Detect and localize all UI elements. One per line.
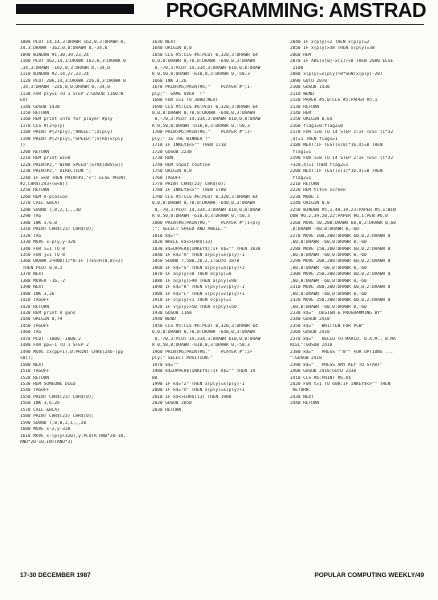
listing-line: 1640 ORIGIN 0,0 — [152, 46, 192, 52]
listing-line: 1960 PRINT#6;PRINT#6," PLAYER #";2+ — [152, 349, 253, 355]
listing-line: ply;" IS THE WINNER !" — [152, 136, 211, 142]
listing-line: 2150 ORIGIN 0,64 — [290, 117, 333, 123]
listing-line: 0,-70,3:PLOT 14,334,3:DRAWR 610,0,0:DRAW — [152, 117, 261, 123]
listing-line: 1940 WEND — [152, 317, 176, 323]
listing-line: 1980 k$=UPPER$(INKEY$):IF k$="" THEN 19 — [152, 369, 256, 375]
listing-line: ply;" SELECT POSITION." — [152, 356, 213, 362]
listing-line: 2290 MOVE 200,200:DRAWR 60,0,2:DRAWR 0 — [290, 259, 391, 265]
listing-line: ,60,0:DRAWR -60,0:DRAWR 0,-60 — [290, 265, 367, 271]
listing-line: 1260 REM k-plosion — [20, 194, 68, 200]
listing-line: 2030 RETURN — [152, 407, 182, 413]
page-header — [0, 0, 438, 26]
listing-line: 2220 REM title screen — [290, 188, 346, 194]
listing-line: 1300 INK 3,6,0 — [20, 220, 58, 226]
listing-line: 1790 CLS #5:CLS #6:PLOT 0,320,3:DRAWR 64 — [152, 194, 258, 200]
listing-line: 2140 REM — [290, 110, 312, 116]
listing-line: 2410 CLS #6:PRINT #6,k$ — [290, 375, 351, 381]
listing-line: 1110 WINDOW #2,14,27,23,24 — [20, 72, 89, 78]
listing-line: 1900 IF k$="L" THEN v(ply)=v(ply)+1 — [152, 291, 245, 297]
listing-line: 1160 REM print info for player #ply — [20, 117, 113, 123]
listing-line: 1770 PRINT CHR$(23) CHR$(0); — [152, 181, 227, 187]
listing-line: 1480 FOR pp=-1 TO 1 STEP 2 — [20, 343, 89, 349]
listing-column-3 — [290, 40, 422, 555]
listing-line: 2380 k$=" PRESS ""0"" FOR OPTIONS ... — [290, 349, 394, 355]
listing-line: 2180 NEXT:IF TEST(x(0)*16,4)=0 THEN — [290, 143, 383, 149]
listing-line: 1820 WHILE k$<>CHR$(13) — [152, 240, 213, 246]
listing-line: 2280 MOVE 150,200:DRAWR 60,0,2:DRAWR 0 — [290, 246, 391, 252]
listing-line: 1410 TAGOFF — [20, 298, 50, 304]
listing-line: R 0,50,0:DRAWR -610,0,3:DRAWR 0,-50,3 — [152, 214, 250, 220]
listing-line: 1320 TAG — [20, 233, 42, 239]
listing-line: 1230 PRINT#2," DIRECTION "; — [20, 169, 92, 175]
listing-line: 1290 TAG — [20, 214, 42, 220]
listing-line: 2100 — [290, 65, 304, 71]
listing-line: R 0,50,0:DRAWR -610,0,3:DRAWR 0,-50,3 — [152, 123, 250, 129]
listing-line: ":GOSUB 2410 — [290, 356, 322, 362]
listing-line: 1580 PRINT CHR$(23) CHR$(0); — [20, 414, 95, 420]
listing-line: ,60,0:DRAWR -60,0:DRAWR 0,-60 — [290, 291, 367, 297]
listing-line: 1930 GOSUB 1160 — [152, 311, 192, 317]
listing-line: 1510 TAGOFF — [20, 369, 50, 375]
listing-line: 1210 REM print wind — [20, 156, 71, 162]
listing-line: 2430 NEXT — [290, 394, 314, 400]
listing-line: 2020 GOSUB 2050 — [152, 401, 192, 407]
listing-line: 2270 MOVE 100,200:DRAWR 60,0,2:DRAWR 0 — [290, 233, 391, 239]
listing-line: 2360 GOSUB 2410 — [290, 330, 330, 336]
listing-line: 1750 ORIGIN 0,0 — [152, 169, 192, 175]
listing-line: 2090 GOTO 2070 — [290, 78, 328, 84]
listing-line: 2160 flag1=0:flag2=0 — [290, 123, 343, 129]
listing-line: 2300 MOVE 250,200:DRAWR 60,0,2:DRAWR 0 — [290, 272, 391, 278]
listing-line: 1690 CLS #5:CLS #6:PLOT 0,320,3:DRAWR 64 — [152, 104, 258, 110]
listing-line: 2060 REM — [290, 52, 312, 58]
listing-line: 1920 IF v(ply)>50 THEN v(ply)=50 — [152, 304, 237, 310]
listing-line: 34,3:DRAWR -162,0,0:DRAWR 0,-34,0 — [20, 46, 108, 52]
listing-line: 1890 IF k$="K" THEN v(ply)=v(ply)-1 — [152, 285, 245, 291]
listing-line: )) — [20, 143, 26, 149]
listing-line: 2200 NEXT:IF TEST(x(1)*16,4)=0 THEN — [290, 169, 383, 175]
listing-line: 1760 TAGOFF — [152, 175, 182, 181]
listing-line: 1780 IF INKEY$<>"" THEN 1780 — [152, 188, 227, 194]
listing-line: 2210 RETURN — [290, 181, 320, 187]
listing-line: 1430 REM print d guns — [20, 311, 76, 317]
listing-line: 1270 CALL &BCA7 — [20, 201, 60, 207]
listing-line: 2370 k$=" HELLO TO MARIO, D.A.M., B.MA — [290, 336, 396, 342]
listing-line: 2070 IF ABS(x(0)-x(1))<8 THEN 2080 ELSE — [290, 59, 394, 65]
listing-line: RETURN — [290, 388, 309, 394]
listing-line: 1080 PLOT 14,14,3:DRAWR 162,0,3:DRAWR 0, — [20, 40, 126, 45]
listing-line: 2310 MOVE 300,200:DRAWR 60,0,2:DRAWR 0 — [290, 285, 391, 291]
listing-line: 1630 NEXT — [152, 40, 176, 45]
listing-line: 2080 x(ply)=x(ply)+8*SGN(x(ply)-20) — [290, 72, 383, 78]
listing-line: 1130 FOR ply=1 TO 1 STEP 2:GOSUB 1160:N — [20, 91, 124, 97]
listing-line: 1730 RUN — [152, 156, 174, 162]
listing-column-1 — [20, 40, 152, 555]
listing-line: 1540 TAGOFF — [20, 388, 50, 394]
listing-line: 0,-70,3:PLOT 14,334,3:DRAWR 610,0,0:DRAW — [152, 207, 261, 213]
listing-line: 0,0,0:DRAWR 0,70,0:DRAWR -640,0,3:DRAWR — [152, 330, 256, 336]
listing-line: 2100 GOSUB 1430 — [290, 85, 330, 91]
listing-line: 1440 ORIGIN 0,79 — [20, 317, 63, 323]
listing-line: 1680 FOR c=1 TO 3000:NEXT — [152, 98, 219, 104]
listing-line: 1840 IF k$="A" THEN a(ply)=a(ply)-1 — [152, 252, 245, 258]
listing-line: 2420 FOR t=1 TO 600:IF INKEY$<>"" THEN — [290, 382, 391, 388]
listing-line: 2110 WEND — [290, 91, 314, 97]
listing-line: 2230 MODE 1 — [290, 194, 320, 200]
listing-line: 2120 PAPER #5,0:CLS #5:PAPER #5,1 — [290, 98, 378, 104]
listing-line: 1280 SOUND 7,0,2,1,,,30 — [20, 207, 81, 213]
listing-line: ,60,0:DRAWR -60,0:DRAWR 0,-60 — [290, 278, 367, 284]
listing-line: 1200 RETURN — [20, 149, 50, 155]
listing-line: 2400 GOSUB 2410:GOTO 2330 — [290, 369, 357, 375]
listing-line: 2000 IF k$="X" THEN x(ply)=x(ply)+1 — [152, 388, 245, 394]
listing-line: ,34,3:DRAWR -162,0,3:DRAWR 0,-34,0 — [20, 65, 110, 71]
listing-line: flag1=1 — [290, 149, 312, 155]
listing-line: 1370 NEXT — [20, 272, 44, 278]
listing-line: 2040 IF x(ply)<2 THEN x(ply)=2 — [290, 40, 370, 45]
listing-line: 1250 RETURN — [20, 188, 50, 194]
listing-line: 2240 ORIGIN 0,0 — [290, 201, 330, 207]
listing-line: 1310 PRINT CHR$(23) CHR$(0); — [20, 227, 95, 233]
listing-line: 0,0,0:DRAWR 0,70,0:DRAWR -640,0,3:DRAWR — [152, 201, 256, 207]
listing-line: 2010 IF k$<>CHR$(13) THEN 1980 — [152, 394, 232, 400]
listing-line: R 0,50,0:DRAWR -610,0,3:DRAWR 0,-50,3 — [152, 343, 250, 349]
listing-line: 1220 PRINT#2," WIND SPEED";STR$(ABS(w)) — [20, 162, 124, 168]
issue-date: 17-30 DECEMBER 1987 — [20, 572, 91, 579]
listing-line: 2260 MOVE 50,200:DRAWR 60,0,2:DRAWR 0,60 — [290, 220, 396, 226]
listing-line: 1490 MOVE cx(pp+1),0:PRINT CHR$(246-(pp — [20, 349, 124, 355]
listing-line: 1180 PRINT #(2+ply),"ANGLE:";a(ply) — [20, 130, 113, 136]
listing-line: 1910 IF v(ply)<1 THEN v(ply)=1 — [152, 298, 232, 304]
listing-line: 1360 DRAWR 2+RND(1)*8:IF (TESTR(0,0)>2) — [20, 259, 124, 265]
page-title: PROGRAMMING: AMSTRAD — [165, 0, 426, 22]
listing-line: 1500 NEXT — [20, 362, 44, 368]
listing-line: 1340 FOR i=1 TO 8 — [20, 246, 65, 252]
listing-line: 1830 k$=UPPER$(INKEY$):IF k$="" THEN 1830 — [152, 246, 261, 252]
listing-line: 1590 SOUND 7,0,0,2,1,,,20 — [20, 420, 87, 426]
listing-line: 1800 PRINT#6;PRINT#6," PLAYER #";1+ply — [152, 220, 261, 226]
listing-line: 1740 REM input routine — [152, 162, 211, 168]
listing-line: ply;" GAME OVER !" — [152, 91, 205, 97]
listing-line: 0,0,0:DRAWR 0,70,0:DRAWR -640,0,3:DRAWR — [152, 110, 256, 116]
page-footer — [0, 568, 438, 588]
listing-line: 1700 PRINT#6;PRINT#6," PLAYER #";2- — [152, 130, 253, 136]
listing-line: 1600 MOVE x-2,y-320 — [20, 427, 71, 433]
listing-line: 1710 IF INKEY$<>"" THEN 1710 — [152, 143, 227, 149]
listing-line: 1570 CALL &BCA7 — [20, 407, 60, 413]
listing-line: <0)); — [20, 356, 34, 362]
listing-line: 1350 FOR j=1 TO 8 — [20, 252, 65, 258]
listing-line: 2320 MOVE 350,200:DRAWR 60,0,2:DRAWR 0 — [290, 298, 391, 304]
listing-line: 1660 INK 3,26 — [152, 78, 187, 84]
listing-line: 2350 k$=" WRITTEN FOR PCW" — [290, 323, 365, 329]
listing-line: 1870 IF a(ply)<0 THEN a(ply)=0 — [152, 272, 232, 278]
listing-line: 1100 PLOT 462,14,3:DRAWR 162,0,3:DRAWR 0 — [20, 59, 126, 65]
listing-line: 0,-70,3:PLOT 14,334,3:DRAWR 610,0,0:DRAW — [152, 336, 261, 342]
listing-line: 2390 k$=" PRESS ANY KEY TO START" — [290, 362, 383, 368]
listing-line: RND*20-10,INT(RND*3) — [20, 440, 73, 446]
listing-line: THEN PLOT 0,0,2 — [20, 265, 63, 271]
listing-line: 1970 k$="" — [152, 362, 179, 368]
listing-line: ,0:DRAWR -60,0:DRAWR 0,-60 — [290, 227, 359, 233]
listing-line: 1240 IF w<0 THEN PRINT#2,"<": ELSE PRINT — [20, 175, 126, 181]
listing-line: 1880 IF a(ply)>90 THEN a(ply)=90 — [152, 278, 237, 284]
listing-line: 1850 SOUND 7,500,20,2,1:GOTO 1870 — [152, 259, 240, 265]
listing-line: 1380 MOVER -16,-2 — [20, 278, 65, 284]
header-rule — [16, 24, 424, 25]
listing-line: ;": SELECT SPEED AND ANGLE." — [152, 227, 227, 233]
listing-line: 2050 IF x(ply)>38 THEN x(ply)=38 — [290, 46, 375, 52]
listing-line: 1090 WINDOW #1,30,39,23,24 — [20, 52, 89, 58]
listing-line: 1120 PLOT 206,14,3:DRAWR 226,0,3:DRAWR 0 — [20, 78, 126, 84]
listing-line: 2330 k$=" DESIGN & PROGRAMMING BY" — [290, 311, 383, 317]
listing-line: 1810 k$="" — [152, 233, 179, 239]
listing-line: ,60,0:DRAWR -60,0:DRAWR 0,-60 — [290, 252, 367, 258]
listing-line: +320,4)=1 THEN flag2=1 — [290, 162, 349, 168]
listing-column-2 — [152, 40, 284, 555]
listing-line: 0,0,0:DRAWR 0,70,0:DRAWR -640,0,3:DRAWR — [152, 59, 256, 65]
listing-line: 1170 CLS #(2+ply) — [20, 123, 65, 129]
listing-line: 2340 GOSUB 2410 — [290, 317, 330, 323]
listing-line: 1950 CLS #5:CLS #6:PLOT 0,320,3:DRAWR 64 — [152, 323, 258, 329]
listing-line: 1610 MOVE x-(ply+320),y:PLOTR RND*20-10, — [20, 433, 126, 439]
listing-line: 1520 RETURN — [20, 375, 50, 381]
listing-line: ,34,3:DRAWR -226,0,0:DRAWR 0,-34,0 — [20, 85, 110, 91]
listing-line: 1390 NEXT — [20, 285, 44, 291]
listing-line: 1670 PRINT#6;PRINT#6," PLAYER #";1- — [152, 85, 253, 91]
listing-line: 2440 RETURN — [290, 401, 320, 407]
listing-line: EXT — [20, 98, 28, 104]
listing-line: 1720 GOSUB 2230 — [152, 149, 192, 155]
listing-line: #2,CHR$(243+(w<0)) — [20, 181, 68, 187]
listing-line: 1460 TAG — [20, 330, 42, 336]
listing-line: 2170 FOR i=0 TO 14 STEP 2:IF TEST (i*32 — [290, 130, 394, 136]
listing-line: 1990 IF k$="Z" THEN x(ply)=x(ply)-1 — [152, 382, 245, 388]
header-black-bar — [16, 4, 134, 14]
listing-line: 1140 GOSUB 1430 — [20, 104, 60, 110]
listing-line: flag2=1 — [290, 175, 312, 181]
listing-line: R 0,50,0:DRAWR -610,0,3:DRAWR 0,-50,3 — [152, 72, 250, 78]
listing-line: 1190 PRINT #(2+ply),"SPEED:";STR$(v(ply — [20, 136, 124, 142]
listing-line: ,4)=1 THEN flag1=1 — [290, 136, 338, 142]
listing-line: 2190 FOR i=0 TO 14 STEP 2:IF TEST (i*32 — [290, 156, 394, 162]
listing-line: 1860 IF k$="S" THEN a(ply)=a(ply)+1 — [152, 265, 245, 271]
listing-line: 1530 REM SOMEONE DIED — [20, 382, 76, 388]
listing-line: RCEL":GOSUB 2410 — [290, 343, 333, 349]
listing-line: 2130 RETURN — [290, 104, 320, 110]
listing-line: 0,-70,3:PLOT 14,334,3:DRAWR 610,0,0:DRAW — [152, 65, 261, 71]
listing-line: DOW #6,2,39,20,22:PAPER #6,1:PEN #6,0 — [290, 214, 388, 220]
listing-line: 1330 MOVE x-ply,y-320 — [20, 240, 76, 246]
listing-line: 2250 WINDOW #5,1,40,19,23:PAPER #5,1:WIN — [290, 207, 396, 213]
listing-line: 1150 RETURN — [20, 110, 50, 116]
listing-line: 1560 INK 3,6,26 — [20, 401, 60, 407]
listing-line: ,60,0:DRAWR -60,0:DRAWR 0,-60 — [290, 240, 367, 246]
magazine-page-number: POPULAR COMPUTING WEEKLY/49 — [314, 572, 424, 579]
listing-line: 1470 PLOT -1000,-1000,2 — [20, 336, 81, 342]
listing-line: 1450 TAGOFF — [20, 323, 50, 329]
listing-line: ,60,0:DRAWR -60,0:DRAWR 0,-60 — [290, 304, 367, 310]
listing-line: 80 — [152, 375, 158, 381]
listing-line: 1420 RETURN — [20, 304, 50, 310]
listing-line: 1650 CLS #5:CLS #6:PLOT 0,320,3:DRAWR 64 — [152, 52, 258, 58]
listing-line: 1550 PRINT CHR$(23) CHR$(0); — [20, 394, 95, 400]
listing-line: 1400 INK 3,26 — [20, 291, 55, 297]
